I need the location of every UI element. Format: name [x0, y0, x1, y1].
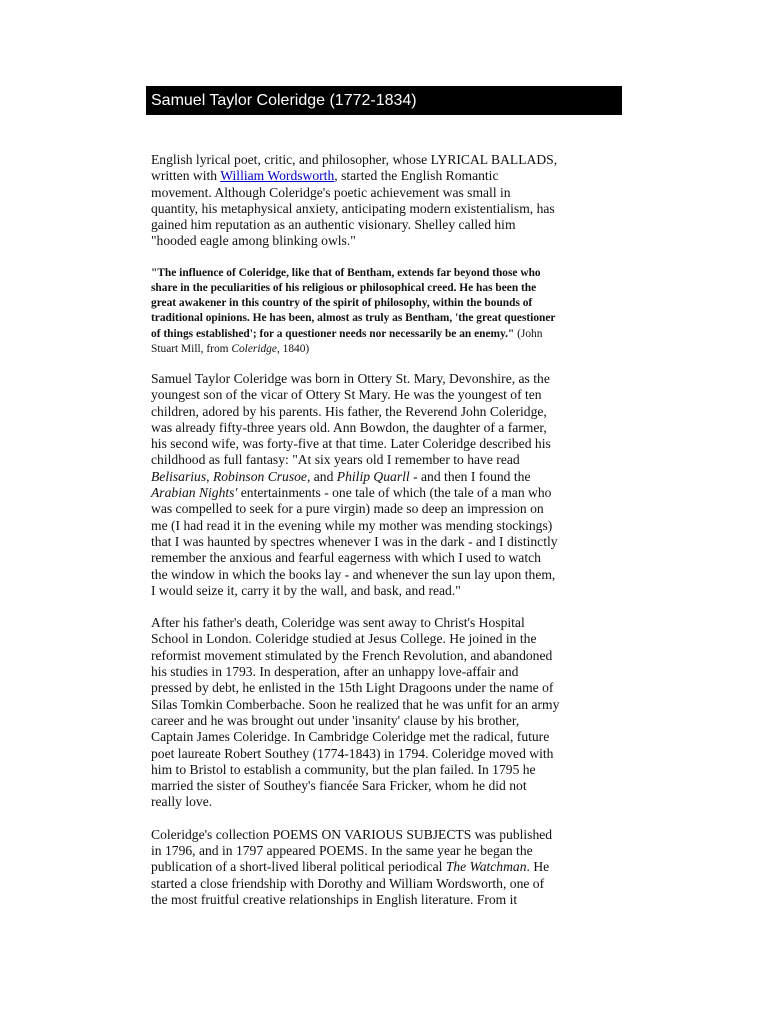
- text-line: Captain James Coleridge. In Cambridge Coleridge met the radical, future: [151, 729, 550, 745]
- quote-attribution: (John: [514, 327, 543, 340]
- text-line: [151, 168, 621, 184]
- text-line: movement. Although Coleridge's poetic achievement was small in: [151, 184, 511, 200]
- quote-line: of things established'; for a questioner needs nor necessarily be an enemy." (John: [151, 327, 543, 340]
- text-span: , started the English Romantic: [334, 168, 499, 184]
- text-line: him to Bristol to establish a community, but the plan failed. In 1795 he: [151, 761, 536, 777]
- text-line: me (I had read it in the evening while my mother was mending stockings): [151, 517, 553, 533]
- work-title: Arabian Nights': [151, 485, 238, 501]
- text-line: reformist movement stimulated by the French Revolution, and abandoned: [151, 647, 553, 663]
- text-line: was compelled to seek for a pure virgin) made so deep an impression on: [151, 501, 544, 517]
- intro-paragraph: [151, 152, 621, 250]
- text-line: poet laureate Robert Southey (1774-1843) in 1794. Coleridge moved with: [151, 745, 554, 761]
- text-line: After his father's death, Coleridge was sent away to Christ's Hospital: [151, 615, 525, 631]
- text-line: I would seize it, carry it by the wall, and bask, and read.": [151, 582, 461, 598]
- text-line: English lyrical poet, critic, and philosopher, whose LYRICAL BALLADS,: [151, 152, 558, 167]
- youth-paragraph: [151, 615, 621, 811]
- text-line: quantity, his metaphysical anxiety, anticipating modern existentialism, has: [151, 200, 555, 216]
- article-body: [151, 152, 621, 908]
- text-line: his studies in 1793. In desperation, after an unhappy love-affair and: [151, 664, 519, 680]
- text-line: in 1796, and in 1797 appeared POEMS. In the same year he began the: [151, 843, 533, 859]
- quote-line: traditional opinions. He has been, almost as truly as Bentham, 'the great questioner: [151, 312, 556, 325]
- text-line: Silas Tomkin Comberbache. Soon he realized that he was unfit for an army: [151, 696, 560, 712]
- text-span: , 1840): [276, 342, 310, 355]
- text-line: children, adored by his parents. His father, the Reverend John Coleridge,: [151, 403, 547, 419]
- text-line: the most fruitful creative relationships in English literature. From it: [151, 891, 518, 907]
- mill-quote: [151, 266, 621, 357]
- work-title: Robinson Crusoe: [212, 468, 307, 484]
- text-line: Arabian Nights' entertainments - one tale of which (the tale of a man who: [151, 485, 552, 501]
- quote-line: great awakener in this country of the spirit of philosophy, within the bounds of: [151, 297, 533, 310]
- work-title: Philip Quarll: [336, 468, 410, 484]
- text-line: career and he was brought out under 'insanity' clause by his brother,: [151, 712, 520, 728]
- text-line: Coleridge's collection POEMS ON VARIOUS SUBJECTS was published: [151, 826, 553, 842]
- text-line: his second wife, was forty-five at that time. Later Coleridge described his: [151, 436, 551, 452]
- page-title: Samuel Taylor Coleridge (1772-1834): [146, 86, 622, 115]
- quote-line: [151, 342, 621, 357]
- quote-line: share in the peculiarities of his religious or philosophical creed. He has been the: [151, 281, 537, 294]
- text-span: Stuart Mill, from: [151, 342, 232, 355]
- work-title: Belisarius: [151, 468, 207, 484]
- text-line: that I was haunted by spectres whenever I was in the dark - and I distinctly: [151, 533, 558, 549]
- text-line: the window in which the books lay - and whenever the sun lay upon them,: [151, 566, 556, 582]
- text-line: started a close friendship with Dorothy and William Wordsworth, one of: [151, 875, 545, 891]
- text-line: married the sister of Southey's fiancée Sara Fricker, whom he did not: [151, 778, 527, 794]
- text-line: Samuel Taylor Coleridge was born in Ottery St. Mary, Devonshire, as the: [151, 371, 550, 386]
- text-line: pressed by debt, he enlisted in the 15th Light Dragoons under the name of: [151, 680, 554, 696]
- poems-paragraph: [151, 827, 621, 908]
- childhood-paragraph: [151, 371, 621, 599]
- text-line: gained him reputation as an authentic visionary. Shelley called him: [151, 217, 516, 233]
- text-line: "hooded eagle among blinking owls.": [151, 233, 356, 249]
- text-line: Belisarius, Robinson Crusoe, and Philip Quarll - and then I found the: [151, 468, 531, 484]
- text-line: youngest son of the vicar of Ottery St Mary. He was the youngest of ten: [151, 387, 542, 403]
- text-line: was already fifty-three years old. Ann Bowdon, the daughter of a farmer,: [151, 419, 547, 435]
- text-line: remember the anxious and fearful eagerness with which I used to watch: [151, 550, 541, 566]
- work-title: The Watchman: [445, 859, 527, 875]
- wordsworth-link[interactable]: William Wordsworth: [220, 168, 335, 184]
- text-line: childhood as full fantasy: "At six years old I remember to have read: [151, 452, 520, 468]
- text-line: really love.: [151, 794, 213, 810]
- text-line: publication of a short-lived liberal political periodical The Watchman. He: [151, 859, 550, 875]
- text-line: School in London. Coleridge studied at Jesus College. He joined in the: [151, 631, 537, 647]
- work-title: Coleridge: [231, 342, 277, 355]
- text-span: written with: [151, 168, 221, 184]
- quote-line: "The influence of Coleridge, like that of Bentham, extends far beyond those who: [151, 266, 541, 279]
